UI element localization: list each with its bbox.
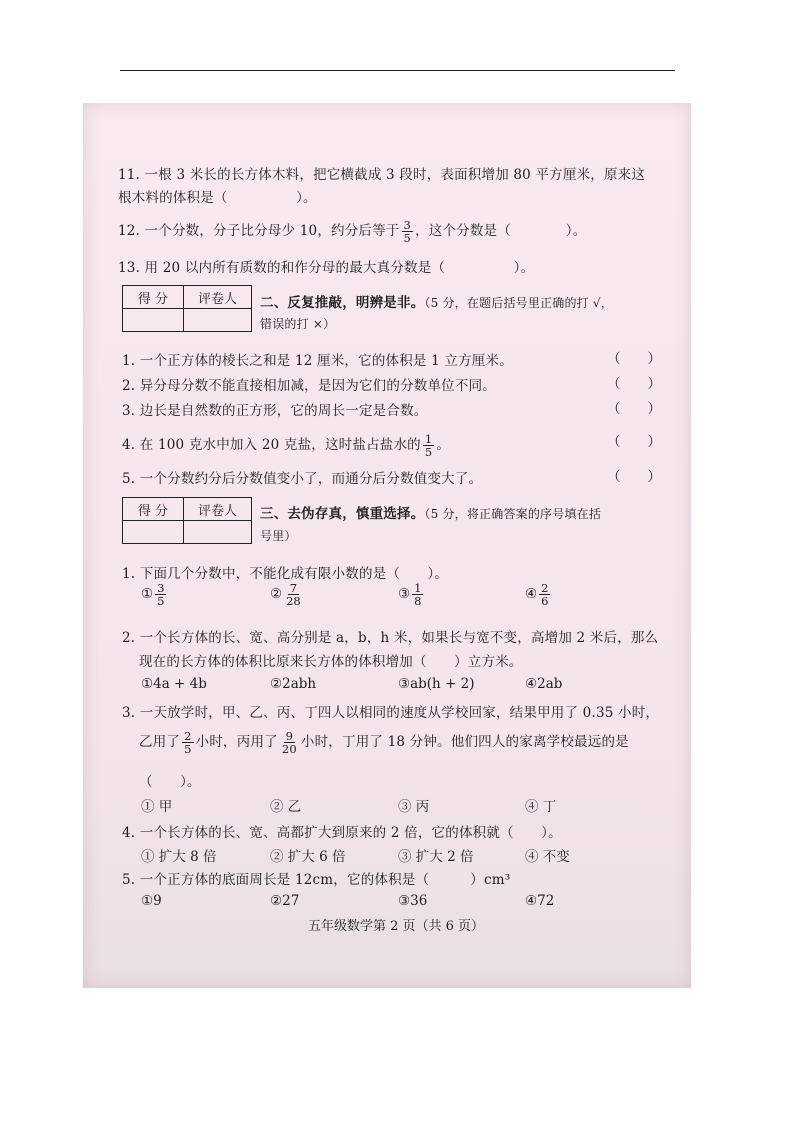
q4-option-2: ② 扩大 6 倍 <box>270 849 346 865</box>
choice-question-3-line-3: （ ）。 <box>139 774 201 790</box>
q2-option-3: ③ab(h + 2) <box>398 676 475 692</box>
reviewer-label: 评卷人 <box>184 286 252 309</box>
section-2-instruction-2: 错误的打 ×） <box>260 317 336 331</box>
section-2-heading <box>260 291 613 311</box>
reviewer-cell <box>184 309 252 332</box>
q3-option-4: ④ 丁 <box>525 799 557 815</box>
choice-question-1: 1. 下面几个分数中，不能化成有限小数的是（ ）。 <box>122 566 449 582</box>
judge-item-2: 2. 异分母分数不能直接相加减，是因为它们的分数单位不同。 <box>122 378 496 394</box>
answer-paren-5: （ ） <box>607 469 661 485</box>
q3-text-b: 小时，丙用了 <box>195 734 278 750</box>
score-label: 得 分 <box>123 498 184 521</box>
choice-question-3-line-2 <box>139 730 629 755</box>
score-cell <box>123 309 184 332</box>
q1-option-3: ③ $\frac{1}{8}$ <box>398 581 422 608</box>
choice-question-5: 5. 一个正方体的底面周长是 12cm，它的体积是（ ）cm³ <box>122 872 511 888</box>
question-12-blank: ，这个分数是（ ）。 <box>415 223 587 239</box>
section-3-instruction-2: 号里） <box>260 529 297 543</box>
judge-item-4-text: 4. 在 100 克水中加入 20 克盐，这时盐占盐水的 <box>122 437 421 453</box>
score-box-section-3 <box>122 497 252 544</box>
section-2-title: 二、反复推敲，明辨是非。 <box>260 295 425 311</box>
judge-item-4 <box>122 433 450 458</box>
q2-option-1: ①4a + 4b <box>141 676 207 692</box>
judge-item-1: 1. 一个正方体的棱长之和是 12 厘米，它的体积是 1 立方厘米。 <box>122 353 513 369</box>
q1-option-2: ② $\frac{7}{28}$ <box>270 581 301 608</box>
q4-option-4: ④ 不变 <box>525 849 570 865</box>
q2-option-4: ④2ab <box>525 676 563 692</box>
reviewer-cell <box>184 521 252 544</box>
fraction-1-5: $\frac{1}{5}$ <box>424 432 433 459</box>
score-box-section-2 <box>122 285 252 332</box>
question-12-text: 12. 一个分数，分子比分母少 10，约分后等于 <box>118 223 400 239</box>
choice-question-2-line-1: 2. 一个长方体的长、宽、高分别是 a，b，h 米，如果长与宽不变，高增加 2 米后，那么 <box>122 630 659 646</box>
reviewer-label: 评卷人 <box>184 498 252 521</box>
q3-option-1: ① 甲 <box>141 799 173 815</box>
top-rule <box>120 70 675 71</box>
q3-text-a: 乙用了 <box>139 734 181 750</box>
answer-paren-4: （ ） <box>607 434 661 450</box>
q5-option-2: ②27 <box>270 893 300 909</box>
fraction-2-5: $\frac{2}{5}$ <box>184 729 192 756</box>
fraction-9-20: $\frac{9}{20}$ <box>281 729 297 756</box>
score-cell <box>123 521 184 544</box>
q3-option-2: ② 乙 <box>270 799 302 815</box>
choice-question-2-line-2: 现在的长方体的体积比原来长方体的体积增加（ ）立方米。 <box>139 654 523 670</box>
question-11-line-1: 11. 一根 3 米长的长方体木料，把它横截成 3 段时，表面积增加 80 平方厘米，原来这 <box>118 167 646 183</box>
section-3-title: 三、去伪存真，慎重选择。 <box>260 506 425 522</box>
section-3-heading <box>260 502 601 522</box>
q4-option-1: ① 扩大 8 倍 <box>141 849 217 865</box>
answer-paren-2: （ ） <box>607 376 661 392</box>
judge-item-5: 5. 一个分数约分后分数值变小了，而通分后分数值变大了。 <box>122 471 483 487</box>
question-13: 13. 用 20 以内所有质数的和作分母的最大真分数是（ ）。 <box>118 260 535 276</box>
fraction-3-5: $\frac{3}{5}$ <box>403 218 412 245</box>
q5-option-4: ④72 <box>525 893 555 909</box>
section-3-instruction: （5 分，将正确答案的序号填在括 <box>424 507 602 521</box>
choice-question-4: 4. 一个长方体的长、宽、高都扩大到原来的 2 倍，它的体积就（ ）。 <box>122 825 562 841</box>
judge-item-3: 3. 边长是自然数的正方形，它的周长一定是合数。 <box>122 403 428 419</box>
question-11-line-2: 根木料的体积是（ ）。 <box>118 190 317 206</box>
judge-item-4-end: 。 <box>436 437 451 453</box>
q1-option-1: ① $\frac{3}{5}$ <box>141 581 165 608</box>
score-label: 得 分 <box>123 286 184 309</box>
section-2-instruction: （5 分，在题后括号里正确的打 √， <box>424 296 613 310</box>
q2-option-2: ②2abh <box>270 676 317 692</box>
q5-option-3: ③36 <box>398 893 428 909</box>
question-12 <box>118 219 586 244</box>
choice-question-3-line-1: 3. 一天放学时，甲、乙、丙、丁四人以相同的速度从学校回家，结果甲用了 0.35 小时， <box>122 705 660 721</box>
page-footer: 五年级数学第 2 页（共 6 页） <box>307 919 485 934</box>
answer-paren-1: （ ） <box>607 351 661 367</box>
q1-option-4: ④ $\frac{2}{6}$ <box>525 581 549 608</box>
answer-paren-3: （ ） <box>607 401 661 417</box>
q5-option-1: ①9 <box>141 893 162 909</box>
q4-option-3: ③ 扩大 2 倍 <box>398 849 474 865</box>
q3-text-c: 小时，丁用了 18 分钟。他们四人的家离学校最远的是 <box>300 734 629 750</box>
q3-option-3: ③ 丙 <box>398 799 430 815</box>
